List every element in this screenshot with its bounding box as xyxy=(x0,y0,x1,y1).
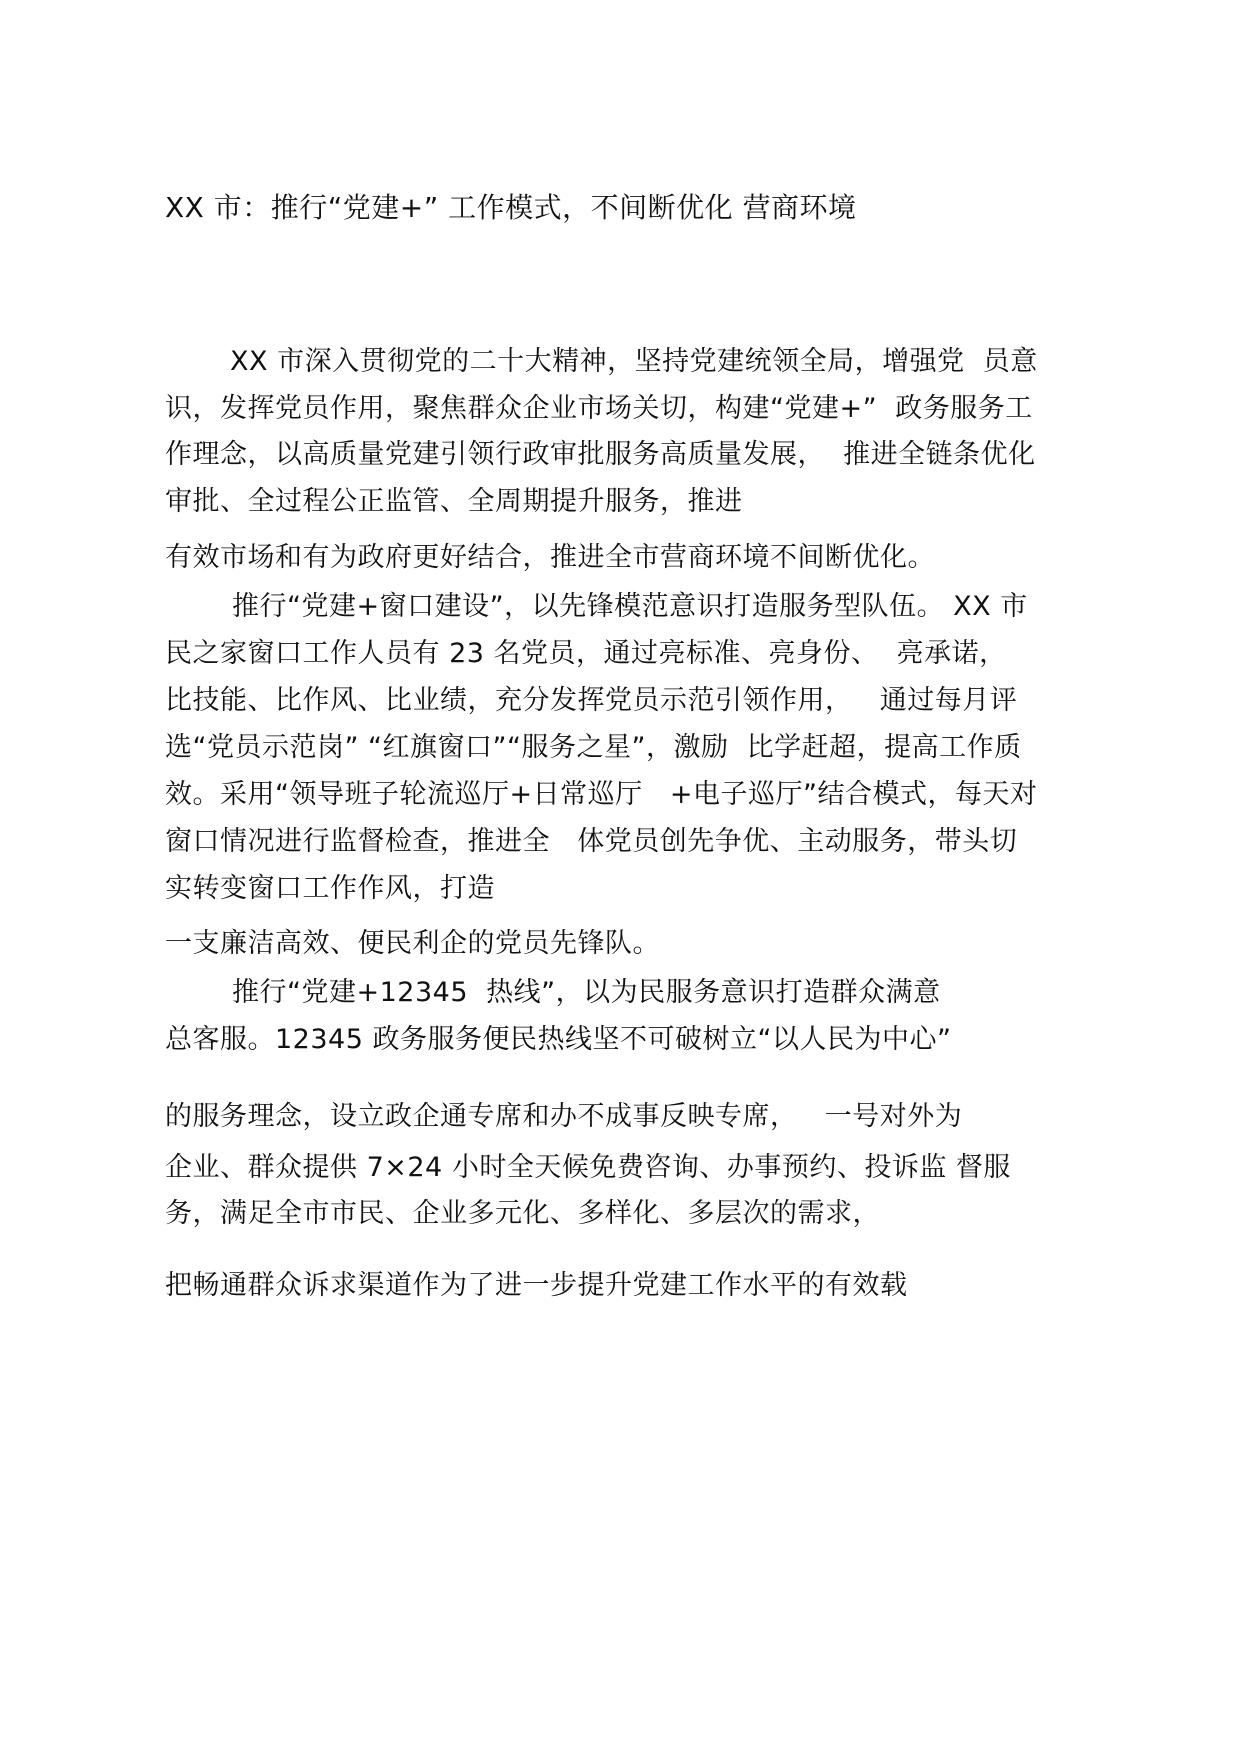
paragraph-3-line-2: 民之家窗口工作人员有 23 名党员，通过亮标准、亮身份、 亮承诺， xyxy=(165,638,1007,669)
paragraph-3-line-7: 实转变窗口工作作风，打造 xyxy=(165,873,495,904)
paragraph-2-line-1: 有效市场和有为政府更好结合，推进全市营商环境不间断优化。 xyxy=(165,542,935,573)
paragraph-1-line-1: XX 市深入贯彻党的二十大精神，坚持党建统领全局，增强党 员意 xyxy=(230,346,1038,377)
paragraph-6-line-2: 企业、群众提供 7×24 小时全天候免费咨询、办事预约、投诉监 督服 xyxy=(165,1152,1011,1183)
paragraph-6-line-1: 的服务理念，设立政企通专席和办不成事反映专席， 一号对外为 xyxy=(165,1101,963,1132)
paragraph-1-line-3: 作理念，以高质量党建引领行政审批服务高质量发展， 推进全链条优化 xyxy=(165,439,1036,470)
document-title: XX 市：推行“党建+” 工作模式，不间断优化 营商环境 xyxy=(165,191,857,224)
paragraph-3-line-1: 推行“党建+窗口建设”，以先锋模范意识打造服务型队伍。 XX 市 xyxy=(232,591,1028,622)
paragraph-5-line-1: 推行“党建+12345 热线”，以为民服务意识打造群众满意 xyxy=(232,977,941,1008)
paragraph-3-line-4: 选“党员示范岗” “红旗窗口”“服务之星”，激励 比学赶超，提高工作质 xyxy=(165,732,1022,763)
paragraph-3-line-5: 效。采用“领导班子轮流巡厅+日常巡厅 +电子巡厅”结合模式，每天对 xyxy=(165,779,1038,810)
paragraph-5-line-2: 总客服。12345 政务服务便民热线坚不可破树立“以人民为中心” xyxy=(165,1024,952,1055)
paragraph-3-line-6: 窗口情况进行监督检查，推进全 体党员创先争优、主动服务，带头切 xyxy=(165,826,1018,857)
paragraph-7-line-1: 把畅通群众诉求渠道作为了进一步提升党建工作水平的有效载 xyxy=(165,1270,908,1301)
paragraph-6-line-3: 务，满足全市市民、企业多元化、多样化、多层次的需求， xyxy=(165,1198,880,1229)
paragraph-4-line-1: 一支廉洁高效、便民利企的党员先锋队。 xyxy=(165,928,660,959)
paragraph-1-line-2: 识，发挥党员作用，聚焦群众企业市场关切，构建“党建+” 政务服务工 xyxy=(165,393,1033,424)
paragraph-1-line-4: 审批、全过程公正监管、全周期提升服务，推进 xyxy=(165,486,743,517)
paragraph-3-line-3: 比技能、比作风、比业绩，充分发挥党员示范引领作用， 通过每月评 xyxy=(165,685,1018,716)
